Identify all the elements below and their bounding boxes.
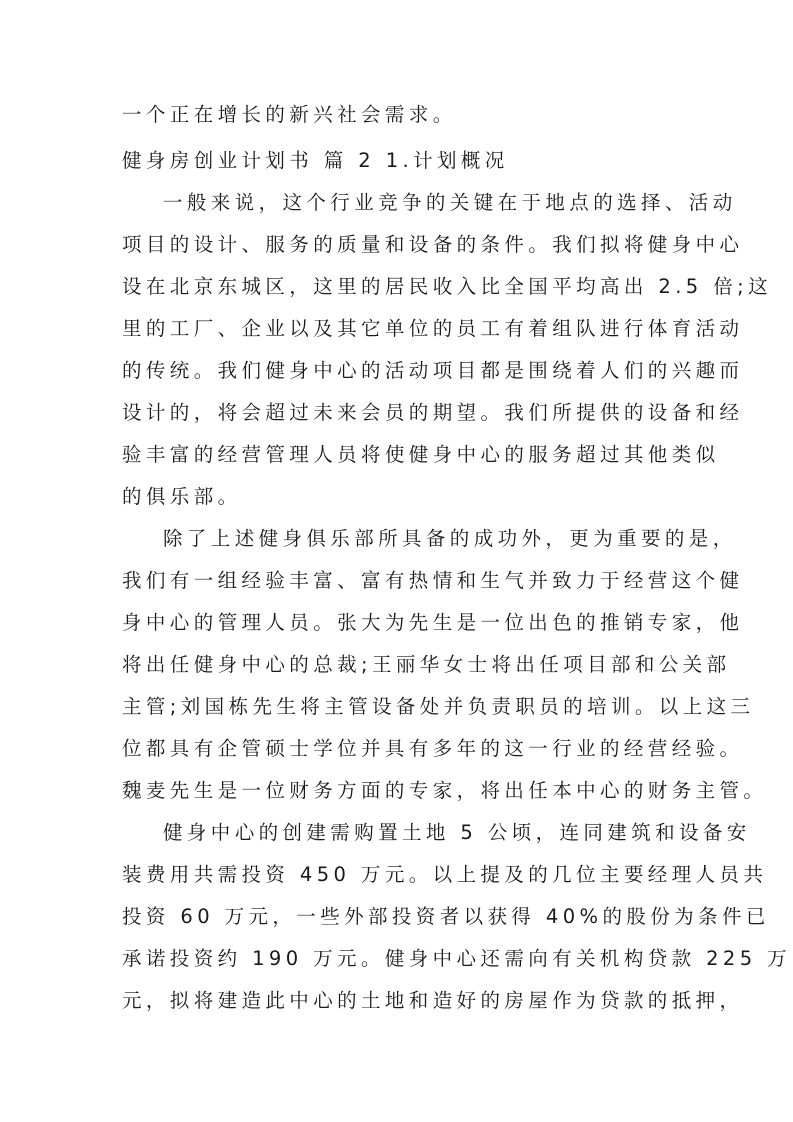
paragraph-1-line-4: 里的工厂、企业以及其它单位的员工有着组队进行体育活动 bbox=[122, 317, 744, 340]
paragraph-1-line-6: 设计的，将会超过未来会员的期望。我们所提供的设备和经 bbox=[122, 401, 744, 424]
paragraph-3-line-5: 元，拟将建造此中心的土地和造好的房屋作为贷款的抵押， bbox=[122, 989, 744, 1012]
paragraph-2-line-6: 位都具有企管硕士学位并具有多年的这一行业的经营经验。 bbox=[122, 737, 744, 760]
paragraph-2-line-5: 主管;刘国栋先生将主管设备处并负责职员的培训。以上这三 bbox=[122, 695, 755, 718]
paragraph-2-line-3: 身中心的管理人员。张大为先生是一位出色的推销专家，他 bbox=[122, 611, 744, 634]
paragraph-2-line-7: 魏麦先生是一位财务方面的专家，将出任本中心的财务主管。 bbox=[122, 779, 768, 802]
paragraph-3-line-1: 健身中心的创建需购置土地 5 公顷，连同建筑和设备安 bbox=[163, 821, 751, 844]
paragraph-1-line-7: 验丰富的经营管理人员将使健身中心的服务超过其他类似 bbox=[122, 443, 720, 466]
text-line-1: 一个正在增长的新兴社会需求。 bbox=[122, 103, 457, 126]
paragraph-1-line-1: 一般来说，这个行业竞争的关键在于地点的选择、活动 bbox=[163, 191, 737, 214]
paragraph-2-line-2: 我们有一组经验丰富、富有热情和生气并致力于经营这个健 bbox=[122, 569, 744, 592]
paragraph-3-line-2: 装费用共需投资 450 万元。以上提及的几位主要经理人员共 bbox=[122, 863, 768, 886]
paragraph-3-line-4: 承诺投资约 190 万元。健身中心还需向有关机构贷款 225 万 bbox=[122, 947, 792, 970]
paragraph-3-line-3: 投资 60 万元，一些外部投资者以获得 40%的股份为条件已 bbox=[122, 905, 770, 928]
paragraph-1-line-8: 的俱乐部。 bbox=[122, 485, 242, 508]
paragraph-1-line-3: 设在北京东城区，这里的居民收入比全国平均高出 2.5 倍;这 bbox=[122, 275, 772, 298]
paragraph-2-line-1: 除了上述健身俱乐部所具备的成功外，更为重要的是， bbox=[163, 527, 737, 550]
paragraph-2-line-4: 将出任健身中心的总裁;王丽华女士将出任项目部和公关部 bbox=[122, 653, 731, 676]
paragraph-1-line-2: 项目的设计、服务的质量和设备的条件。我们拟将健身中心 bbox=[122, 233, 744, 256]
paragraph-1-line-5: 的传统。我们健身中心的活动项目都是围绕着人们的兴趣而 bbox=[122, 359, 744, 382]
section-heading: 健身房创业计划书 篇 2 1.计划概况 bbox=[122, 149, 509, 172]
